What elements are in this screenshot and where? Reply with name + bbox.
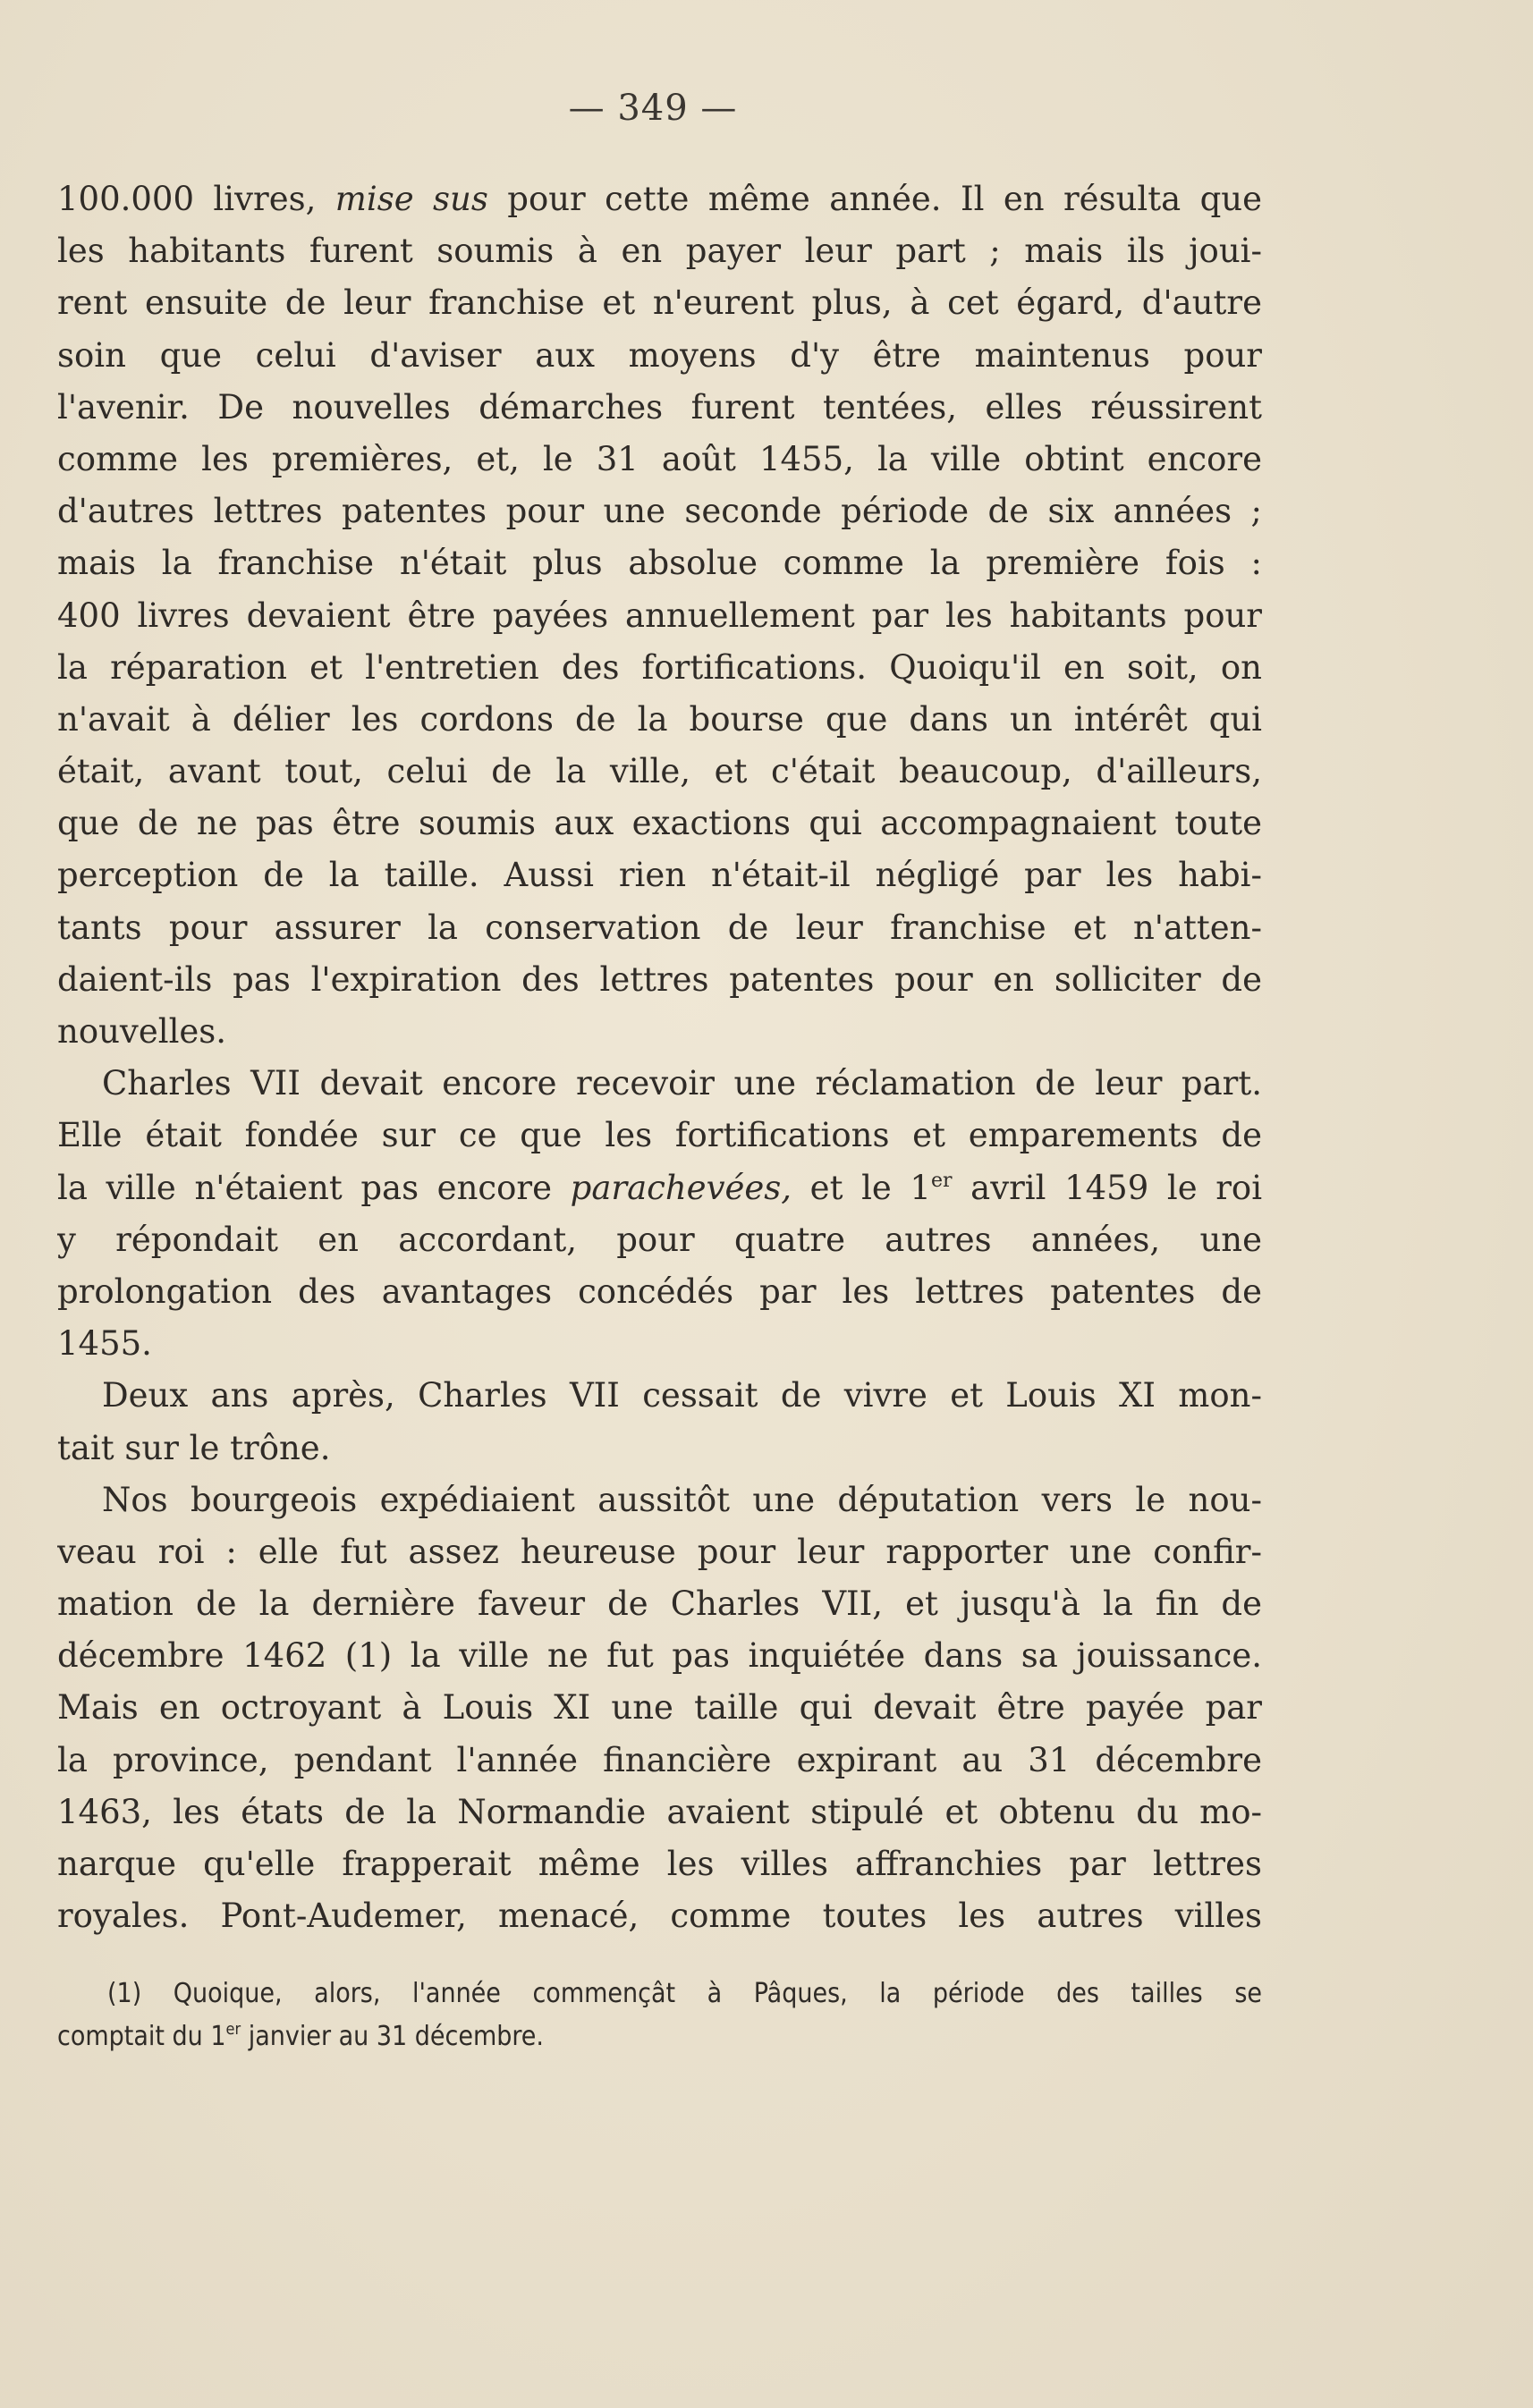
footnote-line: comptait du 1er janvier au 31 décembre.: [57, 2020, 544, 2052]
text-line: royales. Pont-Audemer, menacé, comme toutes les autres villes: [57, 1897, 1262, 1936]
footnote-line: (1) Quoique, alors, l'année commençât à Pâques, la période des tailles se: [107, 1978, 1262, 2009]
main-text: [57, 173, 1262, 1942]
text-line: 100.000 livres, mise sus pour cette même année. Il en résulta que: [57, 180, 1262, 218]
text-line: la réparation et l'entretien des fortifications. Quoiqu'il en soit, on: [57, 647, 1262, 687]
text-line: soin que celui d'aviser aux moyens d'y être maintenus pour: [57, 335, 1262, 375]
text-line: daient-ils pas l'expiration des lettres patentes pour en solliciter de: [57, 959, 1262, 999]
text-line: d'autres lettres patentes pour une seconde période de six années ;: [57, 492, 1262, 531]
text-line: Elle était fondée sur ce que les fortifications et emparements de: [57, 1116, 1262, 1155]
text-line: la province, pendant l'année financière expirant au 31 décembre: [57, 1740, 1262, 1779]
text-line: que de ne pas être soumis aux exactions qui accompagnaient toute: [57, 804, 1262, 843]
text-line: Deux ans après, Charles VII cessait de vivre et Louis XI mon-: [102, 1376, 1262, 1415]
text-line: mais la franchise n'était plus absolue comme la première fois :: [57, 544, 1262, 583]
text-line: n'avait à délier les cordons de la bourse que dans un intérêt qui: [57, 699, 1262, 739]
text-line: décembre 1462 (1) la ville ne fut pas inquiétée dans sa jouissance.: [57, 1636, 1262, 1676]
text-line: était, avant tout, celui de la ville, et c'était beaucoup, d'ailleurs,: [57, 752, 1262, 791]
text-line: 1463, les états de la Normandie avaient stipulé et obtenu du mo-: [57, 1792, 1262, 1831]
text-line: y répondait en accordant, pour quatre autres années, une: [57, 1220, 1262, 1259]
text-line: 400 livres devaient être payées annuellement par les habitants pour: [57, 596, 1262, 635]
text-line: nouvelles.: [57, 1012, 227, 1051]
footnote: [57, 1973, 1262, 2058]
page-number: — 349 —: [568, 88, 738, 129]
text-line: comme les premières, et, le 31 août 1455, la ville obtint encore: [57, 439, 1262, 478]
text-line: Charles VII devait encore recevoir une réclamation de leur part.: [102, 1064, 1262, 1103]
text-line: rent ensuite de leur franchise et n'eurent plus, à cet égard, d'autre: [57, 283, 1262, 323]
text-line: narque qu'elle frapperait même les villes affranchies par lettres: [57, 1845, 1262, 1883]
text-line: Nos bourgeois expédiaient aussitôt une députation vers le nou-: [102, 1480, 1262, 1519]
text-line: la ville n'étaient pas encore parachevées, et le 1er avril 1459 le roi: [57, 1168, 1262, 1207]
text-line: Mais en octroyant à Louis XI une taille qui devait être payée par: [57, 1688, 1262, 1728]
text-line: veau roi : elle fut assez heureuse pour leur rapporter une confir-: [57, 1532, 1262, 1571]
text-line: tait sur le trône.: [57, 1428, 331, 1467]
text-line: prolongation des avantages concédés par les lettres patentes de: [57, 1272, 1262, 1311]
text-line: l'avenir. De nouvelles démarches furent tentées, elles réussirent: [57, 387, 1262, 427]
text-line: tants pour assurer la conservation de leur franchise et n'atten-: [57, 908, 1262, 947]
text-line: perception de la taille. Aussi rien n'était-il négligé par les habi-: [57, 856, 1262, 895]
text-line: les habitants furent soumis à en payer leur part ; mais ils joui-: [57, 232, 1262, 271]
text-line: mation de la dernière faveur de Charles VII, et jusqu'à la fin de: [57, 1584, 1262, 1624]
text-line: 1455.: [57, 1324, 152, 1364]
